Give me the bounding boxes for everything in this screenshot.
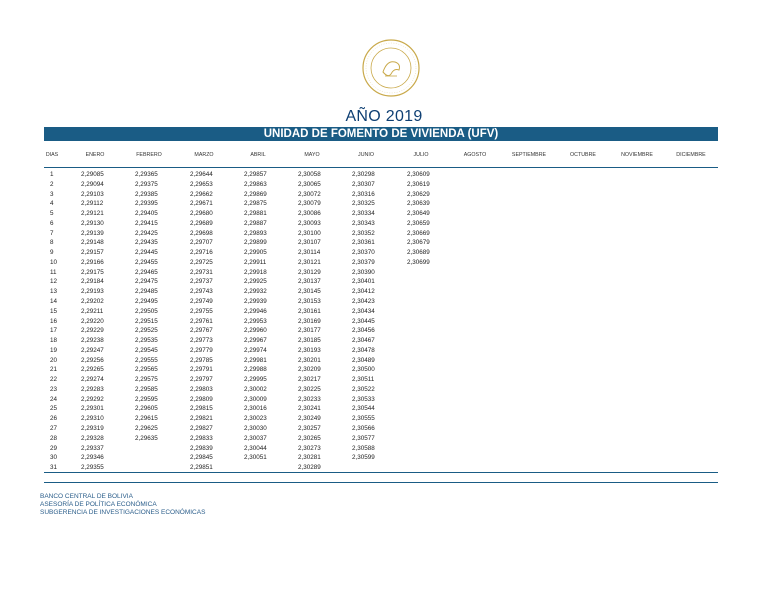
ufv-value-abril: 2,29974 xyxy=(244,346,267,354)
table-bottom-line-1 xyxy=(44,472,718,473)
table-banner-title: UNIDAD DE FOMENTO DE VIVIENDA (UFV) xyxy=(44,127,718,141)
ufv-value-febrero: 2,29635 xyxy=(135,434,158,442)
ufv-value-marzo: 2,29773 xyxy=(190,337,213,345)
footer-credits xyxy=(40,493,205,517)
ufv-value-abril: 2,29863 xyxy=(244,180,267,188)
ufv-value-mayo: 2,30058 xyxy=(298,171,321,178)
column-header-marzo: MARZO xyxy=(194,152,214,158)
ufv-value-julio: 2,30659 xyxy=(407,219,430,227)
ufv-value-enero: 2,29256 xyxy=(81,356,104,364)
ufv-value-abril: 2,30030 xyxy=(244,425,267,433)
ufv-value-junio: 2,30325 xyxy=(352,200,375,208)
ufv-value-enero: 2,29229 xyxy=(81,327,104,335)
ufv-value-enero: 2,29238 xyxy=(81,337,104,345)
ufv-value-febrero: 2,29455 xyxy=(135,258,158,266)
ufv-value-enero: 2,29121 xyxy=(81,210,104,218)
ufv-value-enero: 2,29319 xyxy=(81,425,104,433)
day-number: 2 xyxy=(50,180,54,188)
day-number: 7 xyxy=(50,229,54,237)
day-number: 11 xyxy=(50,268,57,276)
day-number: 25 xyxy=(50,405,58,413)
ufv-value-abril: 2,29988 xyxy=(244,366,267,374)
day-number: 8 xyxy=(50,239,54,247)
bcb-seal-logo xyxy=(361,38,421,98)
ufv-value-mayo: 2,30201 xyxy=(298,356,321,364)
ufv-value-enero: 2,29292 xyxy=(81,395,104,403)
day-number: 21 xyxy=(50,366,58,374)
ufv-value-abril: 2,29932 xyxy=(244,288,267,296)
ufv-value-marzo: 2,29731 xyxy=(190,268,213,276)
day-number: 4 xyxy=(50,200,54,208)
ufv-value-junio: 2,30412 xyxy=(352,288,375,296)
day-number: 14 xyxy=(50,298,58,305)
ufv-value-mayo: 2,30217 xyxy=(298,376,321,384)
ufv-value-enero: 2,29301 xyxy=(81,405,104,413)
ufv-value-marzo: 2,29680 xyxy=(190,210,213,218)
ufv-value-febrero: 2,29555 xyxy=(135,356,158,364)
footer-line-asesoria: ASESORÍA DE POLÍTICA ECONÓMICA xyxy=(40,501,157,508)
footer-line-bank: BANCO CENTRAL DE BOLIVIA xyxy=(40,493,133,500)
ufv-value-abril: 2,30051 xyxy=(244,454,267,462)
ufv-value-junio: 2,30478 xyxy=(352,346,375,354)
ufv-value-marzo: 2,29755 xyxy=(190,307,213,315)
ufv-value-marzo: 2,29827 xyxy=(190,425,213,433)
ufv-value-junio: 2,30352 xyxy=(352,229,375,237)
day-number: 24 xyxy=(50,395,58,403)
ufv-value-abril: 2,29869 xyxy=(244,190,267,198)
ufv-value-enero: 2,29175 xyxy=(81,268,104,276)
ufv-value-mayo: 2,30107 xyxy=(298,239,321,247)
ufv-value-marzo: 2,29749 xyxy=(190,298,213,305)
ufv-value-mayo: 2,30129 xyxy=(298,268,321,276)
ufv-value-febrero: 2,29505 xyxy=(135,307,158,315)
ufv-value-abril: 2,29875 xyxy=(244,200,267,208)
ufv-value-febrero: 2,29545 xyxy=(135,346,158,354)
ufv-value-abril: 2,29925 xyxy=(244,278,267,286)
ufv-value-junio: 2,30423 xyxy=(352,298,375,305)
ufv-value-abril: 2,29881 xyxy=(244,210,267,218)
day-number: 18 xyxy=(50,337,58,345)
ufv-value-enero: 2,29148 xyxy=(81,239,104,247)
ufv-value-abril: 2,29946 xyxy=(244,307,267,315)
ufv-value-junio: 2,30379 xyxy=(352,258,375,266)
ufv-value-mayo: 2,30086 xyxy=(298,210,321,218)
ufv-value-abril: 2,29967 xyxy=(244,337,267,345)
ufv-value-junio: 2,30343 xyxy=(352,219,375,227)
ufv-value-enero: 2,29112 xyxy=(81,200,104,208)
column-header-junio: JUNIO xyxy=(358,152,374,158)
ufv-value-julio: 2,30609 xyxy=(407,171,430,178)
ufv-value-marzo: 2,29791 xyxy=(190,366,213,374)
ufv-value-enero: 2,29265 xyxy=(81,366,104,374)
ufv-value-mayo: 2,30193 xyxy=(298,346,321,354)
ufv-value-enero: 2,29193 xyxy=(81,288,104,296)
column-header-diciembre: DICIEMBRE xyxy=(676,152,706,158)
ufv-value-marzo: 2,29761 xyxy=(190,317,213,325)
ufv-value-marzo: 2,29716 xyxy=(190,249,213,257)
ufv-value-mayo: 2,30225 xyxy=(298,385,321,393)
ufv-value-marzo: 2,29644 xyxy=(190,171,213,178)
day-number: 30 xyxy=(50,454,58,462)
ufv-value-abril: 2,30016 xyxy=(244,405,267,413)
ufv-value-mayo: 2,30177 xyxy=(298,327,321,335)
ufv-value-febrero: 2,29375 xyxy=(135,180,158,188)
ufv-value-enero: 2,29094 xyxy=(81,180,104,188)
ufv-value-abril: 2,29905 xyxy=(244,249,267,257)
ufv-value-junio: 2,30533 xyxy=(352,395,375,403)
ufv-value-marzo: 2,29785 xyxy=(190,356,213,364)
ufv-value-mayo: 2,30209 xyxy=(298,366,321,374)
ufv-value-marzo: 2,29851 xyxy=(190,464,213,472)
ufv-value-marzo: 2,29737 xyxy=(190,278,213,286)
ufv-value-abril: 2,29960 xyxy=(244,327,267,335)
ufv-value-enero: 2,29337 xyxy=(81,444,104,452)
day-number: 29 xyxy=(50,444,58,452)
ufv-value-mayo: 2,30114 xyxy=(298,249,321,257)
ufv-value-mayo: 2,30281 xyxy=(298,454,321,462)
ufv-value-abril: 2,29893 xyxy=(244,229,267,237)
ufv-value-enero: 2,29220 xyxy=(81,317,104,325)
ufv-value-marzo: 2,29653 xyxy=(190,180,213,188)
day-number: 5 xyxy=(50,210,54,218)
ufv-value-enero: 2,29346 xyxy=(81,454,104,462)
ufv-value-mayo: 2,30233 xyxy=(298,395,321,403)
column-header-noviembre: NOVIEMBRE xyxy=(621,152,653,158)
ufv-value-junio: 2,30456 xyxy=(352,327,375,335)
ufv-value-febrero: 2,29385 xyxy=(135,190,158,198)
ufv-value-junio: 2,30361 xyxy=(352,239,375,247)
day-number: 17 xyxy=(50,327,58,335)
ufv-value-marzo: 2,29725 xyxy=(190,258,213,266)
ufv-value-marzo: 2,29809 xyxy=(190,395,213,403)
ufv-value-enero: 2,29247 xyxy=(81,346,104,354)
ufv-value-abril: 2,29981 xyxy=(244,356,267,364)
ufv-value-mayo: 2,30257 xyxy=(298,425,321,433)
table-bottom-line-2 xyxy=(44,482,718,483)
ufv-value-febrero: 2,29585 xyxy=(135,385,158,393)
ufv-value-julio: 2,30699 xyxy=(407,258,430,266)
ufv-value-mayo: 2,30145 xyxy=(298,288,321,296)
ufv-value-febrero: 2,29535 xyxy=(135,337,158,345)
ufv-value-mayo: 2,30072 xyxy=(298,190,321,198)
ufv-value-mayo: 2,30093 xyxy=(298,219,321,227)
ufv-value-junio: 2,30555 xyxy=(352,415,375,423)
ufv-value-junio: 2,30467 xyxy=(352,337,375,345)
ufv-value-mayo: 2,30169 xyxy=(298,317,321,325)
ufv-value-abril: 2,29887 xyxy=(244,219,267,227)
ufv-value-junio: 2,30588 xyxy=(352,444,375,452)
ufv-value-enero: 2,29328 xyxy=(81,434,104,442)
ufv-value-junio: 2,30307 xyxy=(352,180,375,188)
column-header-octubre: OCTUBRE xyxy=(570,152,596,158)
ufv-value-mayo: 2,30065 xyxy=(298,180,321,188)
ufv-value-abril: 2,30002 xyxy=(244,385,267,393)
ufv-value-febrero: 2,29565 xyxy=(135,366,158,374)
ufv-value-junio: 2,30511 xyxy=(352,376,375,384)
ufv-value-mayo: 2,30137 xyxy=(298,278,321,286)
footer-line-subgerencia: SUBGERENCIA DE INVESTIGACIONES ECONÓMICAS xyxy=(40,509,206,516)
ufv-value-enero: 2,29310 xyxy=(81,415,104,423)
ufv-value-junio: 2,30434 xyxy=(352,307,375,315)
ufv-value-marzo: 2,29845 xyxy=(190,454,213,462)
ufv-value-febrero: 2,29445 xyxy=(135,249,158,257)
ufv-value-febrero: 2,29595 xyxy=(135,395,158,403)
ufv-value-abril: 2,29899 xyxy=(244,239,267,247)
column-header-febrero: FEBRERO xyxy=(136,152,162,158)
ufv-value-junio: 2,30298 xyxy=(352,171,375,178)
ufv-value-febrero: 2,29475 xyxy=(135,278,158,286)
day-number: 3 xyxy=(50,190,54,198)
ufv-value-enero: 2,29130 xyxy=(81,219,104,227)
column-header-enero: ENERO xyxy=(85,152,105,158)
ufv-value-marzo: 2,29833 xyxy=(190,434,213,442)
ufv-value-junio: 2,30390 xyxy=(352,268,375,276)
day-number: 27 xyxy=(50,425,58,433)
ufv-value-enero: 2,29085 xyxy=(81,171,104,178)
ufv-value-junio: 2,30370 xyxy=(352,249,375,257)
ufv-value-julio: 2,30669 xyxy=(407,229,430,237)
ufv-value-enero: 2,29211 xyxy=(81,307,104,315)
ufv-value-abril: 2,29857 xyxy=(244,171,267,178)
ufv-value-febrero: 2,29485 xyxy=(135,288,158,296)
ufv-value-febrero: 2,29515 xyxy=(135,317,158,325)
day-number: 22 xyxy=(50,376,58,384)
ufv-value-febrero: 2,29575 xyxy=(135,376,158,384)
day-number: 16 xyxy=(50,317,58,325)
ufv-value-enero: 2,29166 xyxy=(81,258,104,266)
ufv-value-abril: 2,29939 xyxy=(244,298,267,305)
ufv-value-julio: 2,30639 xyxy=(407,200,430,208)
ufv-value-junio: 2,30316 xyxy=(352,190,375,198)
ufv-value-abril: 2,30037 xyxy=(244,434,267,442)
day-number: 12 xyxy=(50,278,58,286)
ufv-value-abril: 2,30023 xyxy=(244,415,267,423)
day-number: 13 xyxy=(50,288,58,296)
column-header-julio: JULIO xyxy=(413,152,429,158)
ufv-value-enero: 2,29139 xyxy=(81,229,104,237)
day-number: 20 xyxy=(50,356,58,364)
ufv-value-abril: 2,29918 xyxy=(244,268,267,276)
ufv-value-febrero: 2,29615 xyxy=(135,415,158,423)
ufv-value-febrero: 2,29525 xyxy=(135,327,158,335)
ufv-value-mayo: 2,30273 xyxy=(298,444,321,452)
ufv-value-marzo: 2,29821 xyxy=(190,415,213,423)
ufv-value-junio: 2,30489 xyxy=(352,356,375,364)
day-number: 26 xyxy=(50,415,58,423)
ufv-value-junio: 2,30544 xyxy=(352,405,375,413)
ufv-value-junio: 2,30599 xyxy=(352,454,375,462)
ufv-value-marzo: 2,29803 xyxy=(190,385,213,393)
day-number: 19 xyxy=(50,346,58,354)
ufv-value-marzo: 2,29779 xyxy=(190,346,213,354)
ufv-value-mayo: 2,30185 xyxy=(298,337,321,345)
ufv-value-mayo: 2,30153 xyxy=(298,298,321,305)
ufv-value-marzo: 2,29698 xyxy=(190,229,213,237)
ufv-value-febrero: 2,29625 xyxy=(135,425,158,433)
ufv-value-junio: 2,30401 xyxy=(352,278,375,286)
ufv-value-marzo: 2,29743 xyxy=(190,288,213,296)
column-header-dias: DIAS xyxy=(45,152,59,158)
column-header-agosto: AGOSTO xyxy=(463,152,487,158)
day-number: 15 xyxy=(50,307,58,315)
ufv-value-mayo: 2,30079 xyxy=(298,200,321,208)
ufv-value-enero: 2,29184 xyxy=(81,278,104,286)
ufv-value-marzo: 2,29815 xyxy=(190,405,213,413)
ufv-value-febrero: 2,29495 xyxy=(135,298,158,305)
ufv-value-marzo: 2,29797 xyxy=(190,376,213,384)
day-number: 28 xyxy=(50,434,58,442)
column-header-mayo: MAYO xyxy=(304,152,320,158)
ufv-value-junio: 2,30445 xyxy=(352,317,375,325)
day-number: 6 xyxy=(50,219,54,227)
ufv-value-junio: 2,30577 xyxy=(352,434,375,442)
day-number: 9 xyxy=(50,249,54,257)
header-divider xyxy=(44,167,718,168)
ufv-value-febrero: 2,29395 xyxy=(135,200,158,208)
ufv-value-marzo: 2,29839 xyxy=(190,444,213,452)
ufv-value-abril: 2,30009 xyxy=(244,395,267,403)
ufv-value-mayo: 2,30265 xyxy=(298,434,321,442)
ufv-value-abril: 2,29953 xyxy=(244,317,267,325)
ufv-value-febrero: 2,29605 xyxy=(135,405,158,413)
ufv-value-marzo: 2,29689 xyxy=(190,219,213,227)
ufv-value-enero: 2,29283 xyxy=(81,385,104,393)
ufv-value-abril: 2,29911 xyxy=(244,258,267,266)
ufv-value-mayo: 2,30289 xyxy=(298,464,321,472)
ufv-value-junio: 2,30522 xyxy=(352,385,375,393)
ufv-value-febrero: 2,29425 xyxy=(135,229,158,237)
ufv-value-julio: 2,30689 xyxy=(407,249,430,257)
ufv-value-mayo: 2,30100 xyxy=(298,229,321,237)
ufv-value-junio: 2,30334 xyxy=(352,210,375,218)
ufv-value-enero: 2,29202 xyxy=(81,298,104,305)
ufv-value-junio: 2,30566 xyxy=(352,425,375,433)
ufv-value-abril: 2,29995 xyxy=(244,376,267,384)
ufv-value-mayo: 2,30249 xyxy=(298,415,321,423)
ufv-value-febrero: 2,29365 xyxy=(135,171,158,178)
ufv-value-febrero: 2,29415 xyxy=(135,219,158,227)
day-number: 10 xyxy=(50,258,58,266)
ufv-value-abril: 2,30044 xyxy=(244,444,267,452)
ufv-value-enero: 2,29157 xyxy=(81,249,104,257)
ufv-value-marzo: 2,29707 xyxy=(190,239,213,247)
ufv-value-enero: 2,29274 xyxy=(81,376,104,384)
ufv-value-febrero: 2,29435 xyxy=(135,239,158,247)
ufv-value-enero: 2,29103 xyxy=(81,190,104,198)
ufv-value-mayo: 2,30121 xyxy=(298,258,321,266)
ufv-value-julio: 2,30629 xyxy=(407,190,430,198)
day-number: 23 xyxy=(50,385,58,393)
ufv-value-julio: 2,30619 xyxy=(407,180,430,188)
column-header-septiembre: SEPTIEMBRE xyxy=(511,152,547,158)
ufv-value-marzo: 2,29671 xyxy=(190,200,213,208)
ufv-value-julio: 2,30679 xyxy=(407,239,430,247)
ufv-value-junio: 2,30500 xyxy=(352,366,375,374)
day-number: 1 xyxy=(50,171,54,178)
ufv-value-enero: 2,29355 xyxy=(81,464,104,472)
day-number: 31 xyxy=(50,464,58,472)
ufv-value-febrero: 2,29465 xyxy=(135,268,158,276)
ufv-value-julio: 2,30649 xyxy=(407,210,430,218)
ufv-value-marzo: 2,29767 xyxy=(190,327,213,335)
ufv-value-mayo: 2,30241 xyxy=(298,405,321,413)
ufv-value-mayo: 2,30161 xyxy=(298,307,321,315)
year-title: AÑO 2019 xyxy=(345,108,423,125)
ufv-value-febrero: 2,29405 xyxy=(135,210,158,218)
ufv-value-marzo: 2,29662 xyxy=(190,190,213,198)
column-header-abril: ABRIL xyxy=(250,152,266,158)
